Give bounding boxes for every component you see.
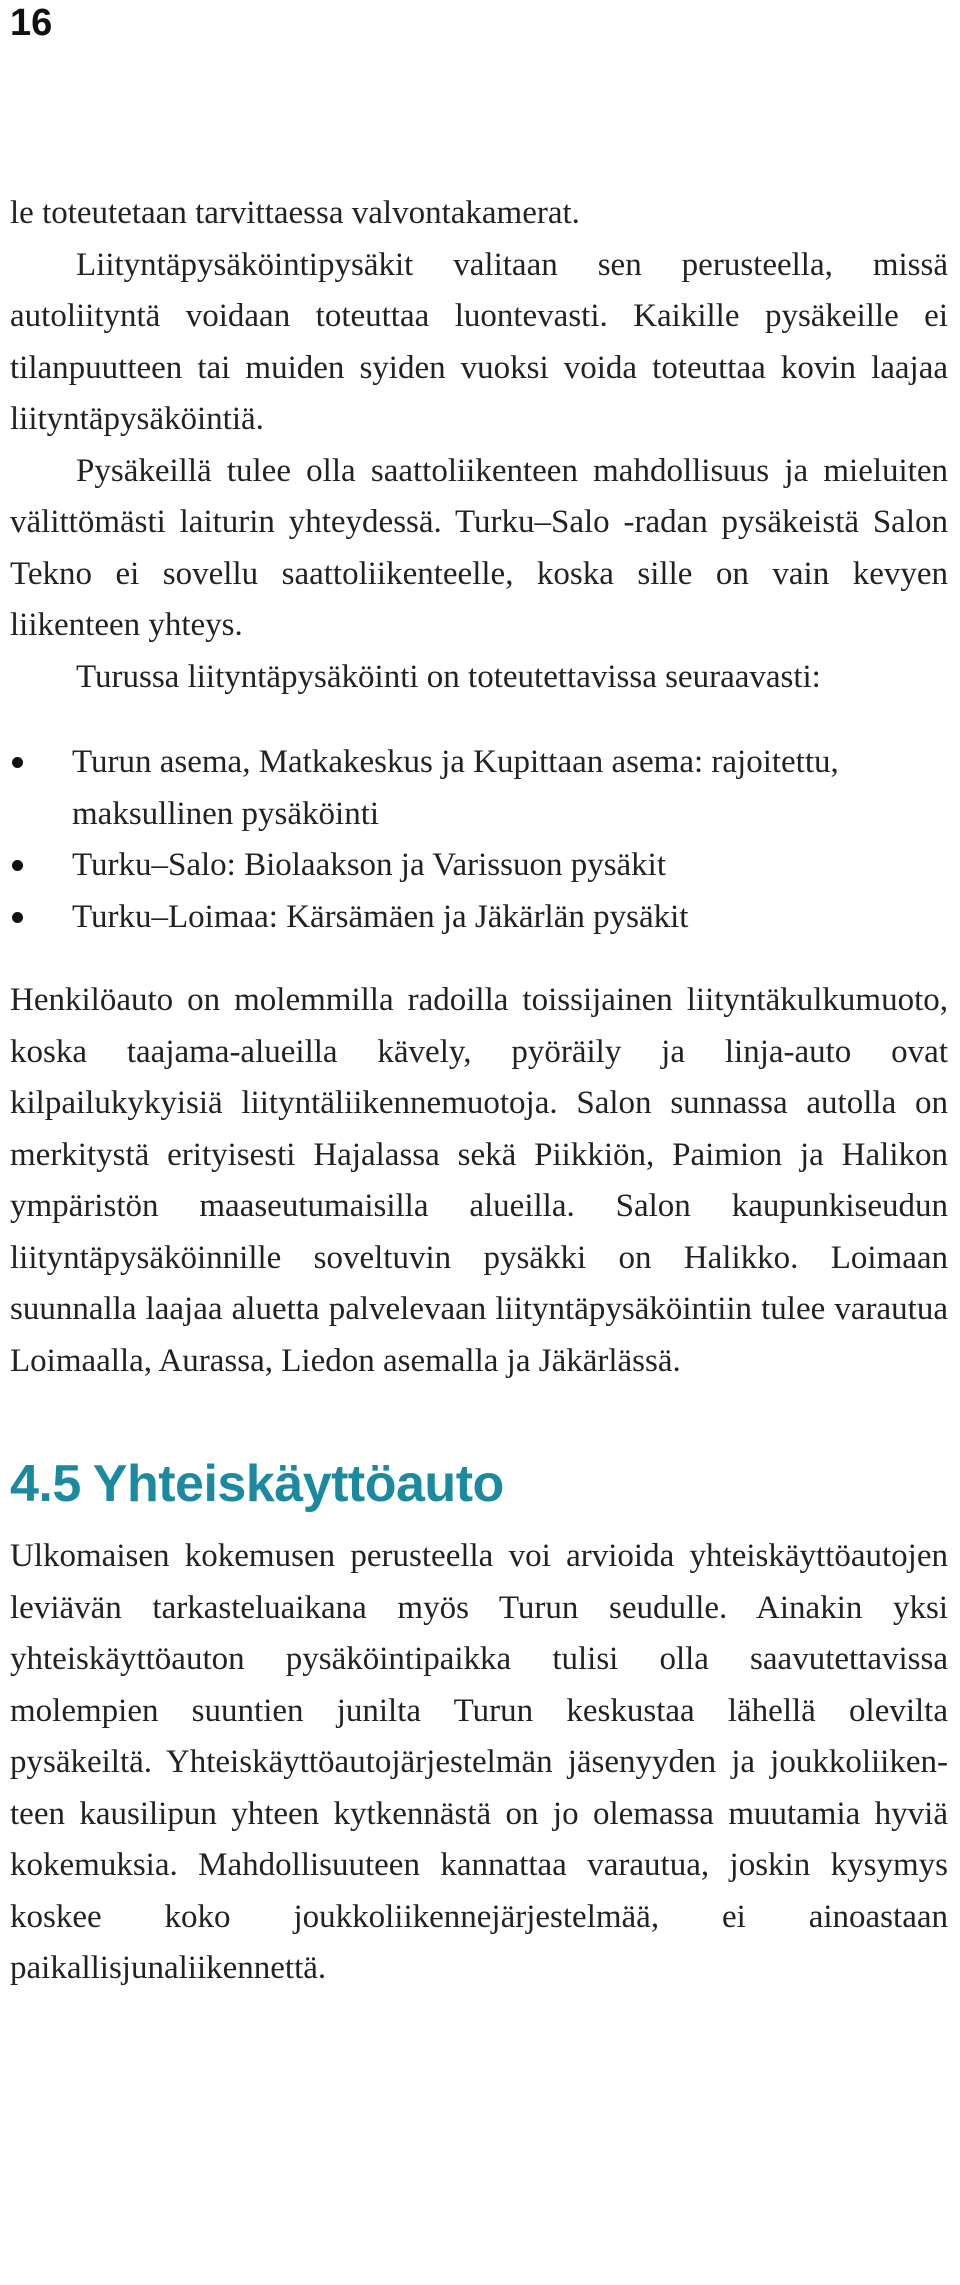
list-item-text: Turku–Loimaa: Kärsämäen ja Jäkärlän pysäkit [72,898,689,935]
bullet-icon [12,912,23,923]
list-item [10,892,948,944]
section-number: 4.5 [10,1455,81,1513]
bullet-list [10,737,948,943]
page-number: 16 [10,2,53,44]
document-body [10,188,948,1995]
list-item-text: Turku–Salo: Biolaakson ja Varissuon pysäkit [72,847,667,883]
bullet-icon [12,757,23,768]
section-body: Ulkomaisen kokemusen perusteella voi arvioida yhteiskäyttöautojen leviävän tarkasteluaikana myös Turun seudulle. Ainakin yksi yhteiskäyttöauton pysäköintipaikka tulisi olla saavutettavissa molempien suuntien junilta Turun keskustaa lähellä olevilta pysäkeiltä. Yhteiskäyttöautojärjestelmän jäsenyyden ja joukkoliikenteen kausilipun yhteen kytkennästä on jo olemassa muutamia hyviä kokemuksia. Mahdollisuuteen kannattaa varautua, joskin kysymys koskee koko joukkoliikennejärjestelmää, ei ainoastaan paikallisjunaliikennettä. [10,1538,948,1986]
list-item-text: Turun asema, Matkakeskus ja Kupittaan asema: rajoitettu, maksullinen pysäköinti [72,744,839,832]
paragraph-after-bullets: Henkilöauto on molemmilla radoilla toissijainen liityntäkulkumuoto, koska taajama-alueilla kävely, pyöräily ja linja-auto ovat kilpailukykyisiä liityntäliikennemuotoja. Salon sunnassa autolla on merkitystä erityisesti Hajalassa sekä Piikkiön, Paimion ja Halikon ympäristön maaseutumaisilla alueilla. Salon kaupunkiseudun liityntäpysäköinnille soveltuvin pysäkki on Halikko. Loimaan suunnalla laajaa aluetta palvelevaan liityntäpysäköintiin tulee varautua Loimaalla, Aurassa, Liedon asemalla ja Jäkärlässä. [10,982,948,1379]
section-title: Yhteiskäyttöauto [92,1455,504,1513]
paragraph-2: Liityntäpysäköintipysäkit valitaan sen perusteella, missä autoliityntä voidaan toteuttaa luontevasti. Kaikille pysäkeille ei tilanpuutteen tai muiden syiden vuoksi voida toteuttaa kovin laajaa liityntäpysäköintiä. [10,246,948,437]
paragraph-1: le toteutetaan tarvittaessa valvontakamerat. [10,195,580,231]
bullet-icon [12,860,23,871]
paragraph-4: Turussa liityntäpysäköinti on toteutettavissa seuraavasti: [76,658,821,695]
list-item [10,737,948,840]
list-item [10,840,948,892]
paragraph-3: Pysäkeillä tulee olla saattoliikenteen mahdollisuus ja mieluiten välittömästi laiturin yhteydessä. Turku–Salo -radan pysäkeistä Salon Tekno ei sovellu saattoliikenteelle, koska sille on vain kevyen liikenteen yhteys. [10,452,948,643]
section-heading [10,1449,948,1519]
